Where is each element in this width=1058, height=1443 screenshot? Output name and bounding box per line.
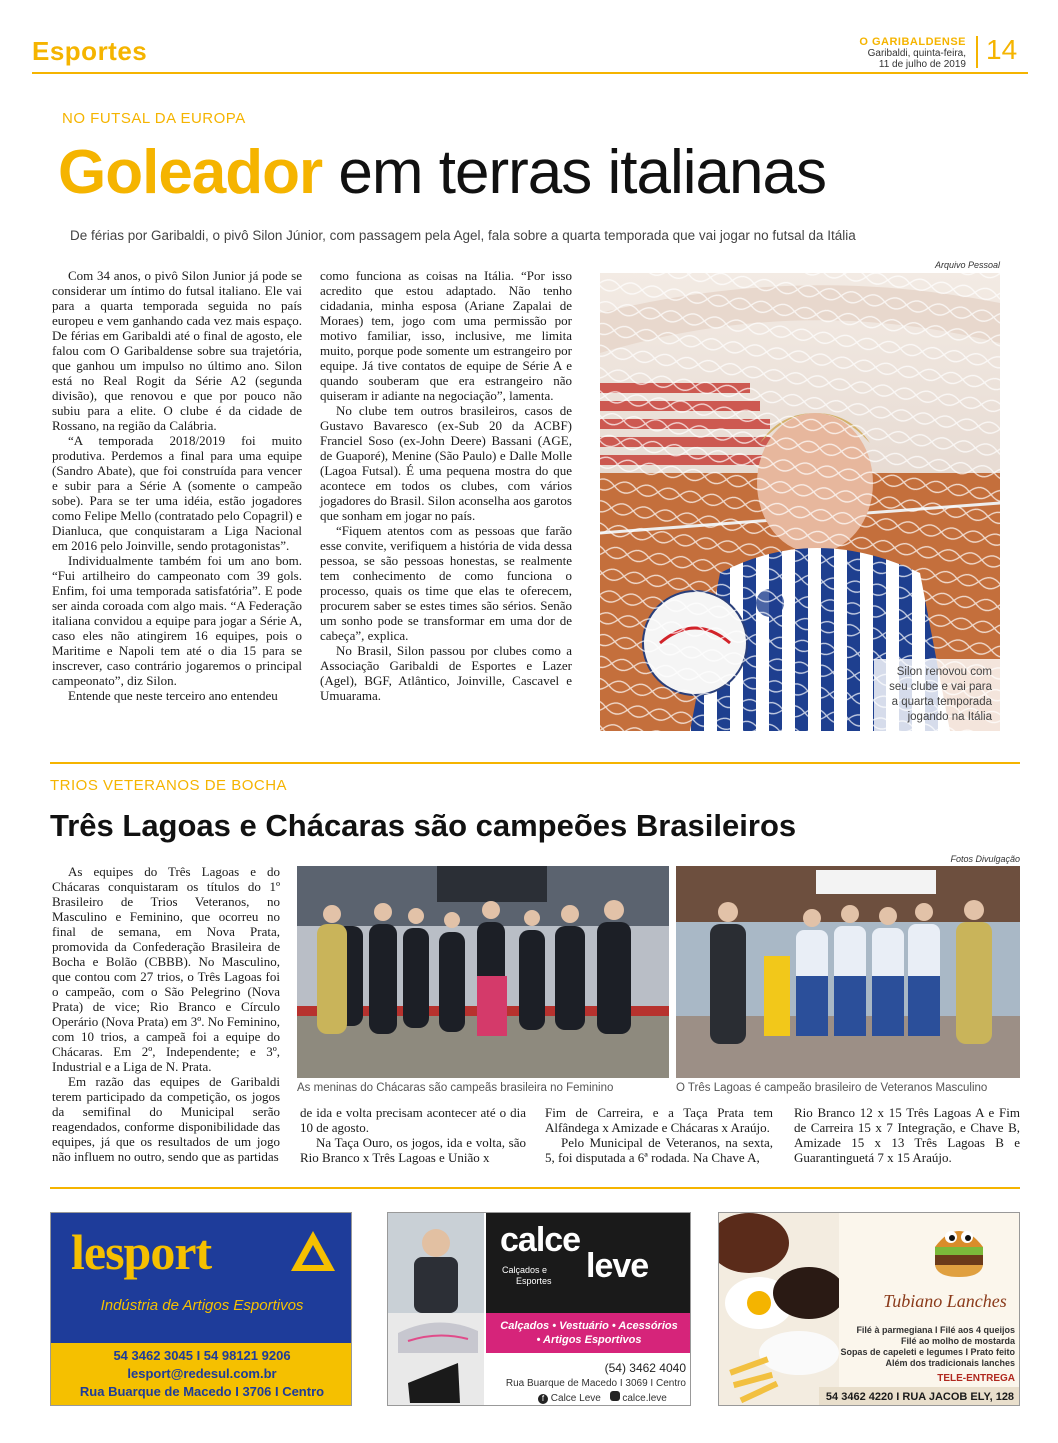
page-number: 14	[986, 34, 1018, 65]
lesport-contact-band	[51, 1343, 352, 1405]
menu-line: Sopas de capeleti e legumes I Prato feito	[840, 1347, 1015, 1357]
article2-column-2	[300, 1105, 526, 1165]
paragraph: “Fiquem atentos com as pessoas que farão esse convite, verifiquem a história de vida dessa pessoa, se são pessoas honestas, se realmente tem conhecimento de como funciona o processo, quais os time que elas te oferecem, procurem saber se estes times são sérios. Senão um sonho pode se transformar em uma dor de cabeça”, explica.	[320, 523, 572, 643]
publication-name: O GARIBALDENSE	[859, 36, 966, 48]
lesport-brand: lesport	[71, 1224, 212, 1280]
calce-social	[538, 1391, 667, 1404]
lesport-address: Rua Buarque de Macedo I 3706 I Centro	[79, 1384, 325, 1399]
menu-line: Além dos tradicionais lanches	[885, 1358, 1015, 1368]
paragraph: Entende que neste terceiro ano entendeu	[68, 688, 278, 703]
paragraph: Com 34 anos, o pivô Silon Junior já pode se considerar um íntimo do futsal italiano. Ele vai para a quarta temporada seguida no país europeu e vem ganhando cada vez mais espaço. De férias em Garibaldi até o final de agosto, ele falou com O Garibaldense sobre sua trajetória, que ganhou um impulso no último ano. Silon está no Real Rogit da Série A2 (segunda divisão), que renovou e que por pouco não subiu para a elite. O clube é da cidade de Rossano, na região da Calábria.	[52, 268, 302, 433]
calce-product-illustration	[388, 1213, 484, 1406]
lesport-triangle-logo-icon	[291, 1231, 335, 1271]
mens-team-illustration	[676, 866, 1020, 1078]
paragraph: No clube tem outros brasileiros, casos de Gustavo Bavaresco (ex-Sub 20 da ACBF) Franciel Soso (ex-John Deere) Bassani (AGE, de Guaporé), Menine (São Paulo) e Dalle Molle (Lagoa Futsal). É uma pequena mostra do que acontece em todos os clubes, com vários jogadores do Brasil. Silon aconselha aos garotos que sonham em jogar no país.	[320, 403, 572, 523]
calce-facebook: Calce Leve	[550, 1393, 601, 1404]
burger-mascot-icon	[931, 1219, 987, 1279]
article2-kicker: TRIOS VETERANOS DE BOCHA	[50, 777, 288, 794]
photo-caption: Silon renovou com seu clube e vai para a quarta temporada jogando na Itália	[874, 659, 1000, 731]
issue-date-line-1: Garibaldi, quinta-feira,	[867, 48, 966, 59]
womens-team-illustration	[297, 866, 669, 1078]
paragraph: Na Taça Ouro, os jogos, ida e volta, são Rio Branco x Três Lagoas e União x	[300, 1135, 526, 1165]
food-plate-illustration	[719, 1213, 839, 1406]
menu-line: Filé à parmegiana I Filé aos 4 queijos	[856, 1325, 1015, 1335]
article2-column-4	[794, 1105, 1020, 1165]
lesport-ad[interactable]	[50, 1212, 352, 1406]
paragraph: Fim de Carreira, e a Taça Prata tem Alfândega x Amizade e Chácaras x Araújo.	[545, 1105, 773, 1135]
article1-headline	[58, 136, 826, 210]
calce-instagram: calce.leve	[622, 1393, 667, 1404]
instagram-icon	[610, 1391, 620, 1401]
calce-logo-panel	[486, 1213, 691, 1313]
mens-team-photo	[676, 866, 1020, 1078]
article1-column-2	[320, 268, 572, 703]
section-label: Esportes	[32, 36, 148, 66]
masthead	[859, 36, 966, 70]
mens-team-caption: O Três Lagoas é campeão brasileiro de Veteranos Masculino	[676, 1082, 988, 1094]
lesport-email: lesport@redesul.com.br	[127, 1366, 277, 1381]
paragraph: No Brasil, Silon passou por clubes como a Associação Garibaldi de Esportes e Lazer (Agel), BGF, Atlântico, Joinville, Cascavel e Umuarama.	[320, 643, 572, 703]
section-rule	[32, 72, 1028, 74]
calce-products-line-2: • Artigos Esportivos	[536, 1334, 642, 1346]
paragraph: de ida e volta precisam acontecer até o dia 10 de agosto.	[300, 1105, 526, 1135]
womens-team-photo	[297, 866, 669, 1078]
headline-highlight: Goleador	[58, 138, 323, 207]
tubiano-brand: Tubiano Lanches	[883, 1291, 1007, 1311]
paragraph: como funciona as coisas na Itália. “Por isso acredito que estou adaptado. Não tenho cidadania, minha esposa (Ariane Zapalai de Moraes) tem, jogo com uma permissão por motivo familiar, isso, inclusive, me limita muito, porque pode somente um estrangeiro por equipe. Já tive contatos de equipe de Série A e quando souberam que era estrangeiro não quiseram ir adiante na negociação”, lamenta.	[320, 268, 572, 403]
headline-rest: em terras italianas	[338, 138, 826, 207]
calce-product-images	[388, 1213, 484, 1406]
page-number-divider	[976, 36, 978, 68]
menu-line: Filé ao molho de mostarda	[900, 1336, 1015, 1346]
article1-subtitle: De férias por Garibaldi, o pivô Silon Júnior, com passagem pela Agel, fala sobre a quarta temporada que vai jogar no futsal da Itália	[70, 228, 856, 243]
article2-column-3	[545, 1105, 773, 1165]
paragraph: Pelo Municipal de Veteranos, na sexta, 5, foi disputada a 6ª rodada. Na Chave A,	[545, 1135, 773, 1165]
article1-column-1	[52, 268, 302, 703]
calce-address: Rua Buarque de Macedo I 3069 I Centro	[505, 1378, 686, 1389]
paragraph: As equipes do Três Lagoas e do Chácaras conquistaram os títulos do 1º Brasileiro de Trios Veteranos, no Masculino e Feminino, que ocorreu no final de semana, em Nova Prata, promovida da Confederação Brasileira de Bocha e Bolão (CBBB). No Masculino, que contou com 27 trios, o Três Lagoas foi o campeão, com o São Pelegrino (Nova Prata) de vice; Rio Branco e Círculo Operário (Nova Prata) em 3º. No Feminino, com 10 trios, a campeã foi a equipe do Chácaras. Em 2º, Independente; e 3º, Industrial e a Liga de N. Prata.	[52, 864, 280, 1074]
calce-brand-top: calce	[500, 1221, 581, 1259]
article2-column-1	[52, 864, 280, 1164]
paragraph: Rio Branco 12 x 15 Três Lagoas A e Fim de Carreira 15 x 7 Integração, e Chave B, Amizade 15 x 13 Três Lagoas B e Guarantinguetá 7 x 15 Araújo.	[794, 1105, 1020, 1165]
womens-team-caption: As meninas do Chácaras são campeãs brasileira no Feminino	[297, 1082, 614, 1094]
issue-date-line-2: 11 de julho de 2019	[878, 59, 966, 70]
photos-credit: Fotos Divulgação	[950, 854, 1020, 864]
tubiano-menu	[839, 1325, 1015, 1369]
calce-leve-ad[interactable]	[387, 1212, 691, 1406]
tubiano-contact: 54 3462 4220 I RUA JACOB ELY, 128	[819, 1387, 1020, 1406]
calce-products-band	[486, 1313, 691, 1353]
facebook-icon: f	[538, 1394, 548, 1404]
player-photo	[600, 273, 1000, 731]
paragraph: Em razão das equipes de Garibaldi terem participado da competição, os jogos da semifinal do Municipal serão reagendados, conforme disponibilidade das equipes, já que os resultados de um jogo não influem no outro, sendo que as partidas	[52, 1074, 280, 1164]
paragraph: Individualmente também foi um ano bom. “Fui artilheiro do campeonato com 39 gols. Enfim, foi uma temporada satisfatória”. E pode ser ainda coroada com algo mais. “A Federação italiana convidou a equipe para jogar a Série A, caso eles não atingirem 16 equipes, pois o Maritime e Napoli tem até o dia 15 para se inscrever, caso contrário jogaremos o principal campeonato”, diz Silon.	[52, 553, 302, 688]
ads-divider	[50, 1187, 1020, 1189]
article2-headline: Três Lagoas e Chácaras são campeões Brasileiros	[50, 808, 797, 843]
calce-brand-bottom: leve	[586, 1247, 649, 1285]
section-divider	[50, 762, 1020, 764]
calce-sub-1: Calçados e	[502, 1265, 548, 1275]
calce-sub-2: Esportes	[516, 1276, 552, 1286]
lesport-tagline: Indústria de Artigos Esportivos	[100, 1297, 304, 1314]
tubiano-lanches-ad[interactable]	[718, 1212, 1020, 1406]
calce-products-line-1: Calçados • Vestuário • Acessórios	[500, 1320, 678, 1332]
photo-credit: Arquivo Pessoal	[934, 260, 1000, 270]
calce-phone: (54) 3462 4040	[604, 1361, 686, 1375]
lesport-phones: 54 3462 3045 I 54 98121 9206	[113, 1348, 291, 1363]
tubiano-delivery: TELE-ENTREGA	[937, 1373, 1015, 1384]
paragraph: “A temporada 2018/2019 foi muito produtiva. Perdemos a final para uma equipe (Sandro Abate), que foi construída para vencer e subir para a Série A (somente o campeão sobe). Para se ter uma idéia, estão jogadores como Felipe Mello (contratado pelo Copagril) e Dianluca, que conquistaram a Liga Nacional em 2016 pelo Joinville, sendo protagonistas”.	[52, 433, 302, 553]
article1-kicker: NO FUTSAL DA EUROPA	[62, 110, 246, 127]
